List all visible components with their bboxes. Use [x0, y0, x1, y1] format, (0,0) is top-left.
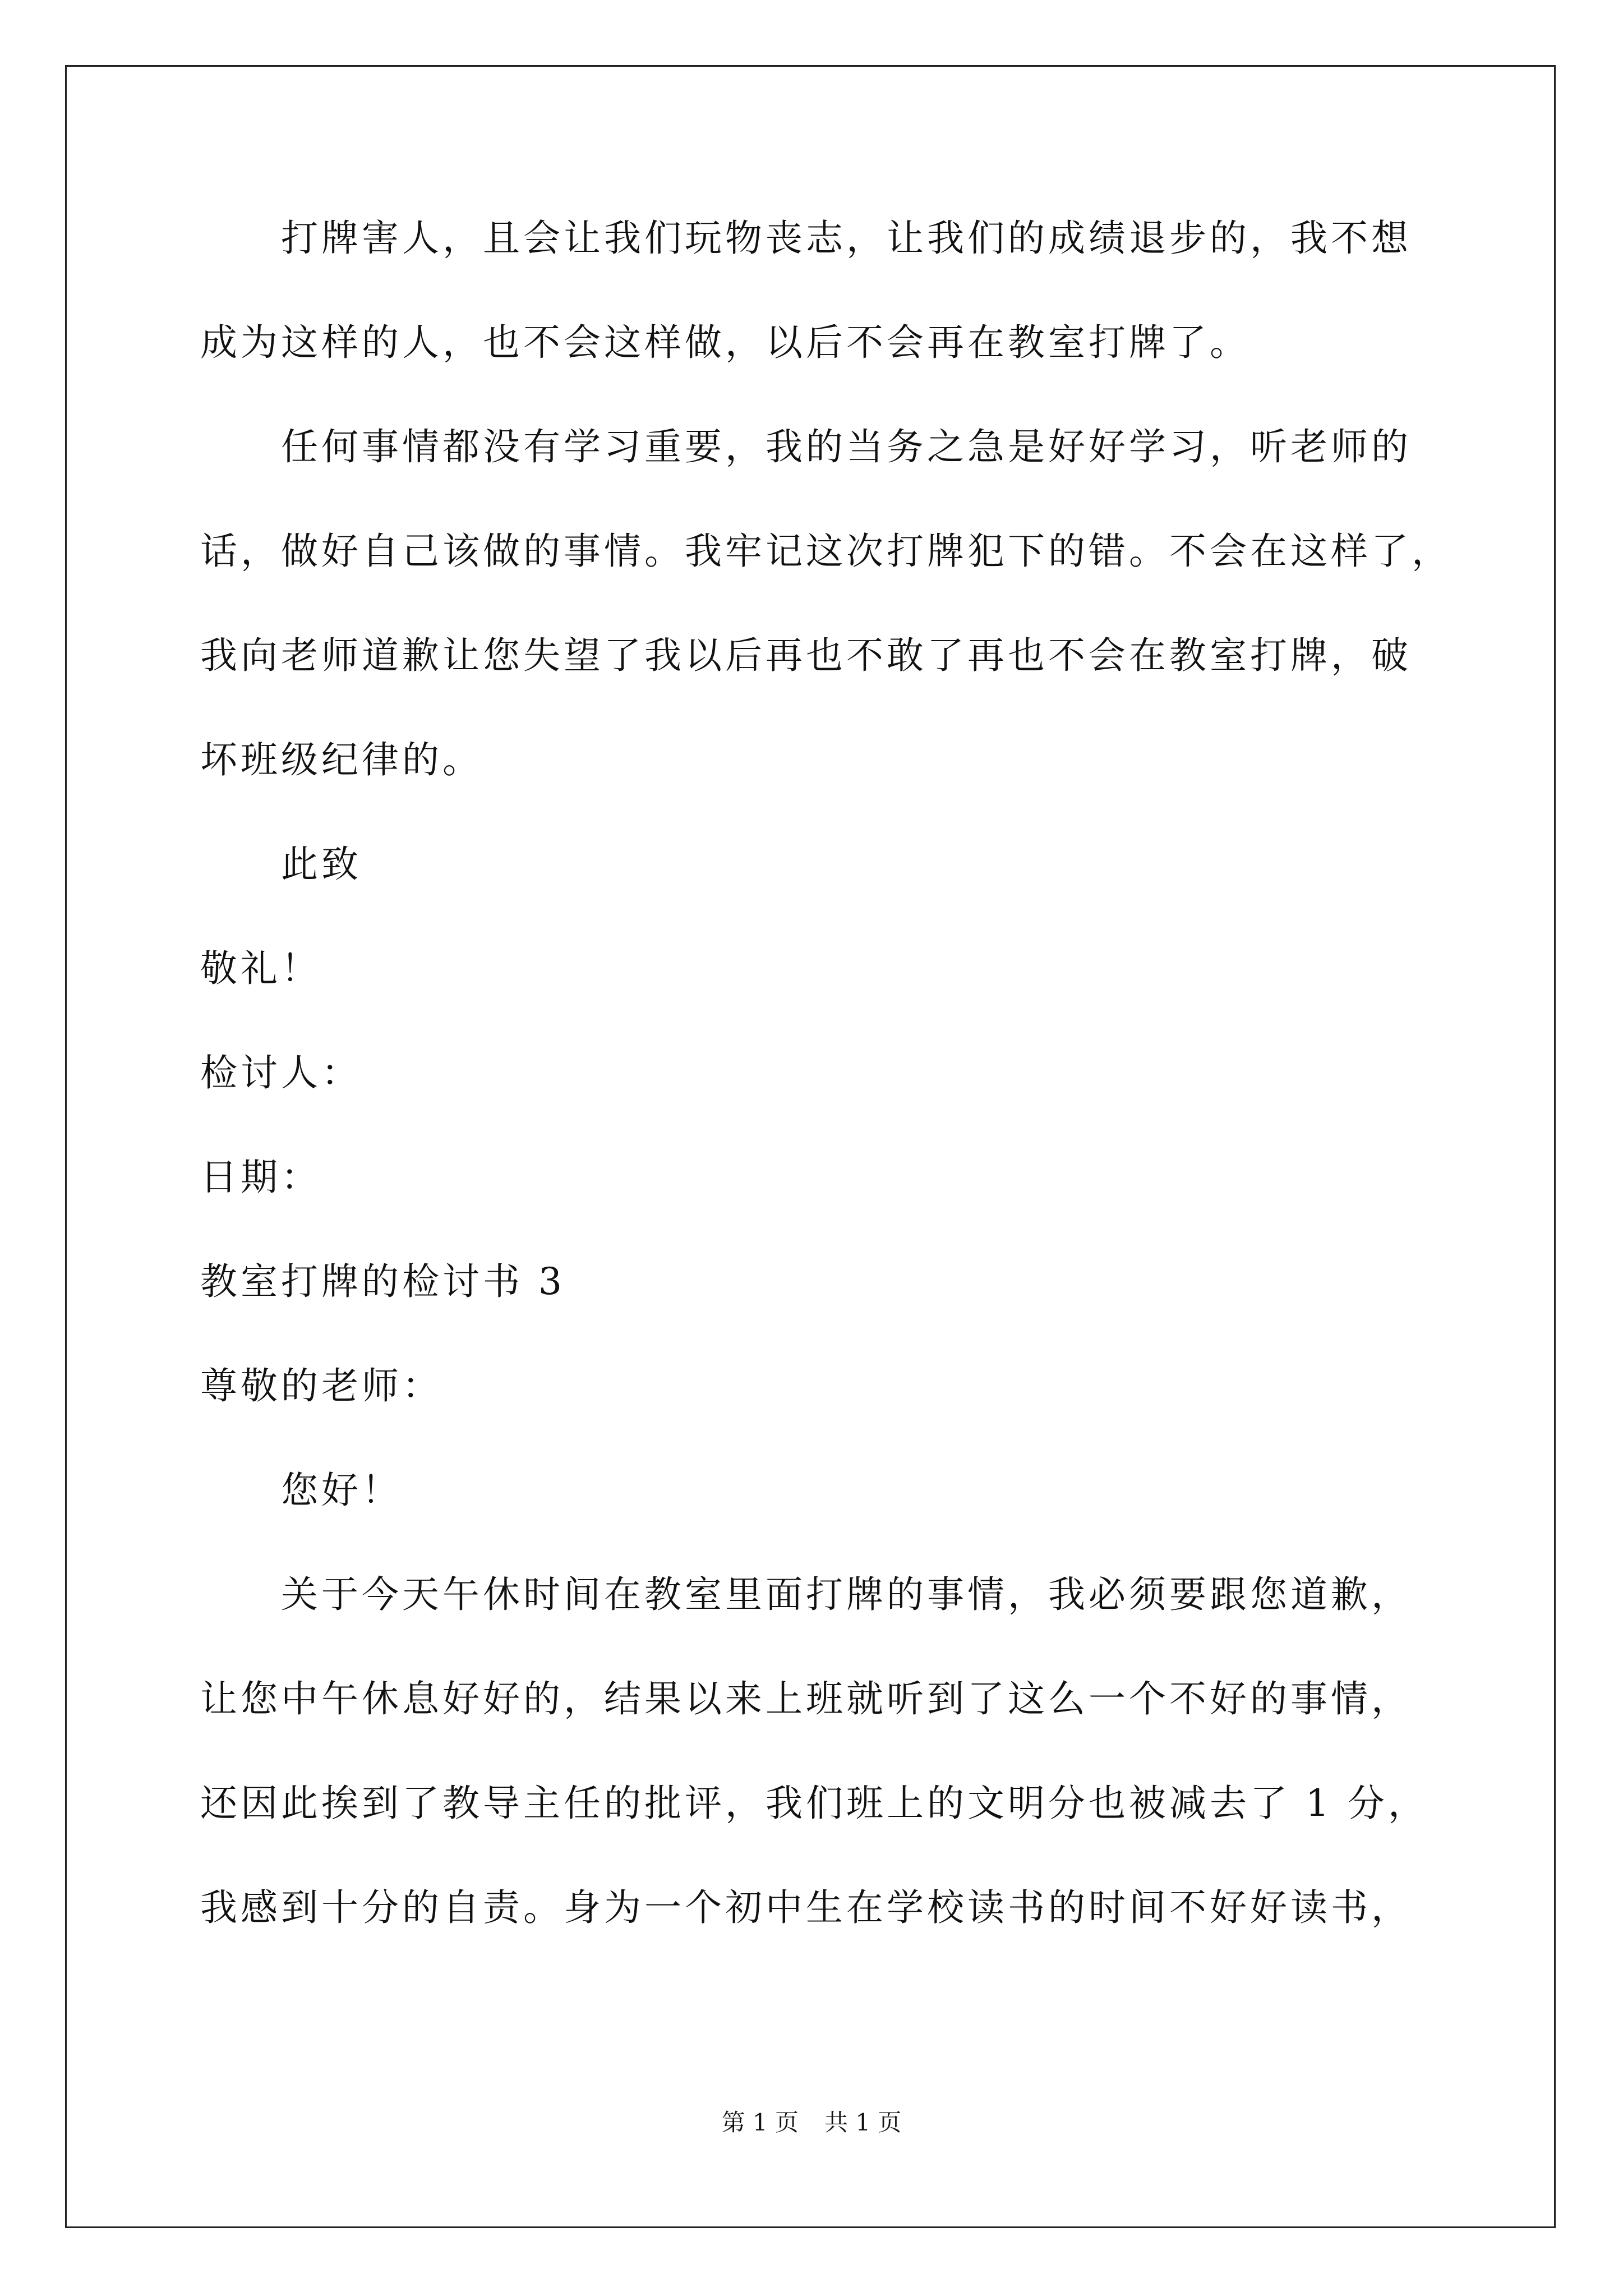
page-number: 第 1 页 — [721, 2109, 799, 2136]
paragraph-line: 我感到十分的自责。身为一个初中生在学校读书的时间不好好读书， — [200, 1886, 1412, 1929]
closing-salutation: 此致 — [281, 843, 362, 886]
page-total: 共 1 页 — [824, 2109, 902, 2136]
date-label: 日期： — [200, 1156, 321, 1199]
paragraph-line: 成为这样的人，也不会这样做，以后不会再在教室打牌了。 — [200, 321, 1250, 364]
paragraph-line: 坏班级纪律的。 — [200, 738, 483, 781]
paragraph-line: 还因此挨到了教导主任的批评，我们班上的文明分也被减去了 1 分， — [200, 1782, 1428, 1825]
greeting-line: 尊敬的老师： — [200, 1364, 442, 1407]
paragraph-line: 打牌害人，且会让我们玩物丧志，让我们的成绩退步的，我不想 — [281, 217, 1412, 260]
paragraph-line: 我向老师道歉让您失望了我以后再也不敢了再也不会在教室打牌，破 — [200, 634, 1412, 677]
paragraph-line: 任何事情都没有学习重要，我的当务之急是好好学习，听老师的 — [281, 425, 1412, 468]
greeting-hello: 您好！ — [281, 1469, 402, 1512]
paragraph-line: 关于今天午休时间在教室里面打牌的事情，我必须要跟您道歉， — [281, 1573, 1412, 1616]
page-footer — [0, 2107, 1623, 2138]
paragraph-line: 让您中午休息好好的，结果以来上班就听到了这么一个不好的事情， — [200, 1677, 1412, 1720]
paragraph-line: 话，做好自己该做的事情。我牢记这次打牌犯下的错。不会在这样了， — [200, 530, 1452, 573]
closing-regards: 敬礼！ — [200, 947, 321, 990]
signer-label: 检讨人： — [200, 1051, 362, 1094]
section-title: 教室打牌的检讨书 3 — [200, 1260, 565, 1303]
